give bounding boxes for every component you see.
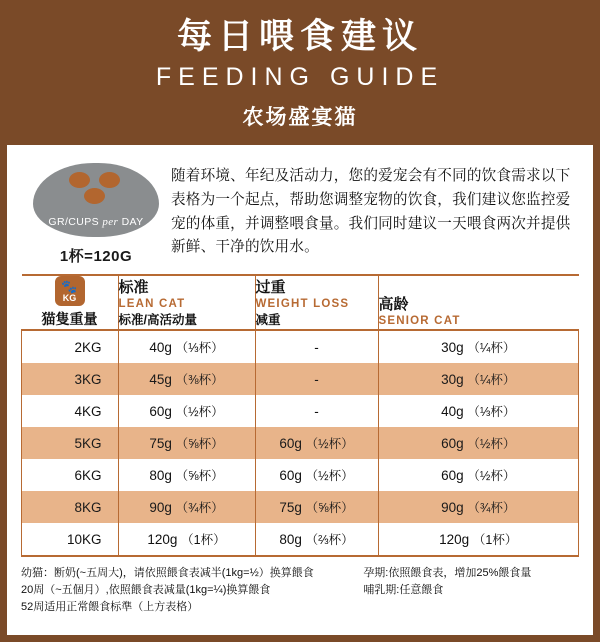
row-senior — [378, 523, 579, 556]
weight-column-header — [22, 275, 119, 330]
row-senior-grams: 120g — [439, 532, 470, 548]
table-row — [22, 523, 579, 556]
row-senior-cups: （½杯） — [467, 437, 516, 452]
row-lean-cups: （1杯） — [181, 533, 226, 548]
row-loss-grams: 60g — [279, 468, 302, 484]
intro-section — [7, 145, 593, 270]
badge-label-main: GR/CUPS — [48, 216, 100, 229]
weight-loss-column-header — [255, 275, 378, 330]
row-weight: 6KG — [22, 459, 119, 491]
row-senior — [378, 427, 579, 459]
table-row — [22, 330, 579, 363]
footnote-line: 20周（~五個月）,依照餵食表减量(1kg=¼)换算餵食 — [21, 584, 271, 597]
row-lean-grams: 90g — [149, 500, 172, 516]
footnote-line: 52周适用正常餵食标準（上方表格） — [21, 601, 199, 614]
row-loss-cups: （⅔杯） — [305, 533, 354, 548]
row-lean — [118, 395, 255, 427]
row-weight: 10KG — [22, 523, 119, 556]
row-weight: 2KG — [22, 330, 119, 363]
row-lean-grams: 40g — [149, 340, 172, 356]
table-row — [22, 427, 579, 459]
badge-label-end: DAY — [121, 216, 144, 229]
row-senior-grams: 30g — [441, 340, 464, 356]
cup-equivalent-label: 1杯=120G — [59, 248, 133, 266]
row-lean-grams: 60g — [149, 404, 172, 420]
lean-cat-header-cn: 标准 — [118, 278, 149, 296]
kg-icon-label: KG — [62, 292, 77, 303]
row-weight: 5KG — [22, 427, 119, 459]
row-lean-cups: （¾杯） — [175, 501, 224, 516]
kibble-icon — [99, 172, 120, 188]
feeding-table-body — [22, 330, 579, 556]
row-lean-cups: （⅜杯） — [175, 373, 224, 388]
row-lean — [118, 523, 255, 556]
gr-cups-per-day-badge — [33, 163, 159, 237]
row-weight: 8KG — [22, 491, 119, 523]
intro-paragraph: 随着环境、年纪及活动力，您的爱宠会有不同的饮食需求以下表格为一个起点，帮助您调整宠物的饮食，我们建议您监控爱宠的体重，并调整喂食量。我们同时建议一天喂食两次并提供新鲜、干净的饮用水。 — [171, 168, 571, 256]
footnotes-left — [21, 565, 363, 616]
row-lean-grams: 75g — [149, 436, 172, 452]
page-header — [7, 7, 593, 145]
table-header-row — [22, 275, 579, 330]
row-loss — [255, 395, 378, 427]
row-lean — [118, 459, 255, 491]
badge-column — [21, 159, 171, 266]
row-senior-cups: （1杯） — [472, 533, 518, 548]
row-senior-grams: 30g — [441, 372, 464, 388]
row-senior-grams: 40g — [441, 404, 464, 420]
row-lean-cups: （⅝杯） — [175, 469, 224, 484]
row-loss — [255, 330, 378, 363]
kibble-icon — [69, 172, 90, 188]
footnote-line: 哺乳期:任意餵食 — [363, 584, 444, 597]
row-senior — [378, 491, 579, 523]
row-senior — [378, 459, 579, 491]
row-lean — [118, 363, 255, 395]
row-loss — [255, 459, 378, 491]
row-senior — [378, 363, 579, 395]
row-senior-cups: （¼杯） — [467, 373, 516, 388]
row-senior — [378, 395, 579, 427]
page-title-en: FEEDING GUIDE — [155, 62, 445, 91]
row-lean-cups: （⅝杯） — [175, 437, 224, 452]
row-lean-cups: （⅓杯） — [175, 341, 224, 356]
badge-label — [33, 216, 159, 228]
row-lean — [118, 491, 255, 523]
row-senior-cups: （½杯） — [467, 469, 516, 484]
row-weight: 4KG — [22, 395, 119, 427]
row-weight: 3KG — [22, 363, 119, 395]
row-loss-cups: （½杯） — [305, 437, 354, 452]
row-loss-grams: 75g — [279, 500, 302, 516]
row-senior-cups: （¾杯） — [467, 501, 516, 516]
paw-kg-icon — [55, 276, 85, 306]
lean-cat-column-header — [118, 275, 255, 330]
feeding-table-wrap — [7, 270, 593, 557]
page-title-cn: 每日喂食建议 — [176, 17, 423, 56]
feeding-table — [21, 274, 579, 557]
row-loss — [255, 427, 378, 459]
row-loss-grams: - — [314, 339, 319, 355]
row-lean — [118, 427, 255, 459]
paw-glyph: 🐾 — [61, 278, 78, 294]
row-senior-grams: 60g — [441, 468, 464, 484]
row-lean-cups: （½杯） — [175, 405, 224, 420]
footnotes-section — [7, 557, 593, 622]
row-loss-grams: - — [314, 371, 319, 387]
lean-cat-header-note: 标准/高活动量 — [118, 313, 197, 328]
row-lean-grams: 45g — [149, 372, 172, 388]
weight-loss-header-en: WEIGHT LOSS — [255, 297, 350, 310]
page-subtitle: 农场盛宴猫 — [242, 106, 358, 130]
row-lean — [118, 330, 255, 363]
row-loss-cups: （⅝杯） — [305, 501, 354, 516]
row-lean-grams: 80g — [149, 468, 172, 484]
weight-header-label: 猫隻重量 — [41, 311, 98, 328]
weight-loss-header-note: 减重 — [255, 313, 281, 328]
row-senior-cups: （⅓杯） — [467, 405, 516, 420]
row-senior-grams: 60g — [441, 436, 464, 452]
row-loss-cups: （½杯） — [305, 469, 354, 484]
table-row — [22, 395, 579, 427]
row-loss-grams: - — [314, 403, 319, 419]
row-loss — [255, 491, 378, 523]
senior-cat-header-cn: 高龄 — [378, 295, 409, 313]
table-row — [22, 459, 579, 491]
table-row — [22, 363, 579, 395]
table-row — [22, 491, 579, 523]
row-loss — [255, 363, 378, 395]
row-loss — [255, 523, 378, 556]
weight-loss-header-cn: 过重 — [255, 278, 286, 296]
senior-cat-column-header — [378, 275, 579, 330]
row-senior — [378, 330, 579, 363]
row-lean-grams: 120g — [147, 532, 178, 548]
footnote-line: 孕期:依照餵食表，增加25%餵食量 — [363, 567, 532, 580]
senior-cat-header-en: SENIOR CAT — [378, 314, 461, 327]
row-senior-cups: （¼杯） — [467, 341, 516, 356]
row-loss-grams: 80g — [279, 532, 302, 548]
footnotes-right — [363, 565, 579, 616]
badge-label-italic: per — [102, 216, 119, 229]
row-senior-grams: 90g — [441, 500, 464, 516]
row-loss-grams: 60g — [279, 436, 302, 452]
kibble-icon — [84, 188, 105, 204]
footnote-line: 幼猫：断奶(~五周大)，请依照餵食表减半(1kg=½）换算餵食 — [21, 567, 314, 580]
lean-cat-header-en: LEAN CAT — [118, 297, 186, 310]
